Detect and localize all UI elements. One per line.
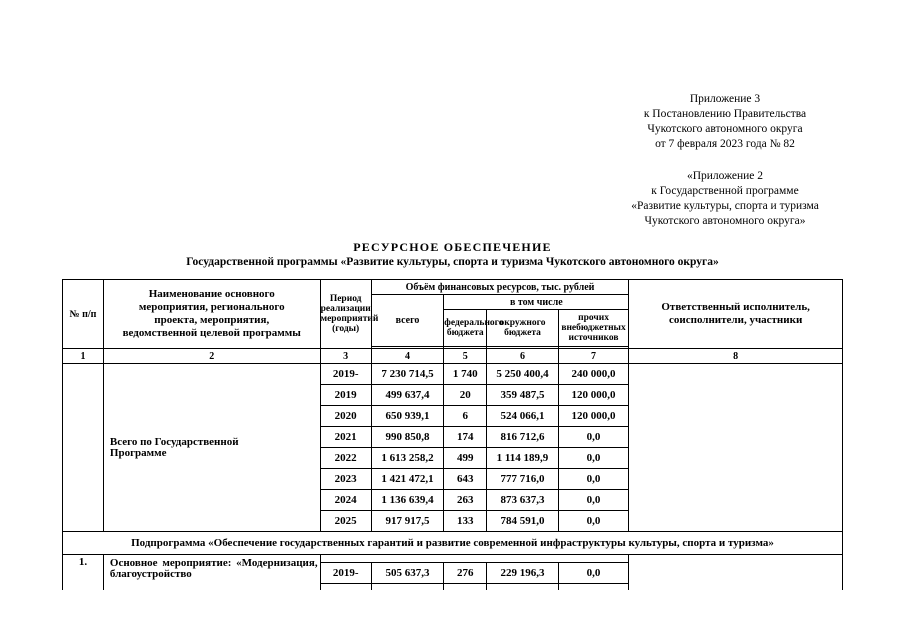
federal-cell: 20 [444,385,487,406]
header-okrug: окружного бюджета [487,310,559,347]
other-cell: 120 000,0 [558,385,629,406]
other-cell: 0,0 [558,511,629,532]
okrug-cell: 5 250 400,4 [487,364,559,385]
header-other: прочих внебюджетных источников [558,310,629,347]
period-cell: 2024 [320,490,371,511]
header-federal: федерального бюджета [444,310,487,347]
col-number: 3 [320,349,371,364]
okrug-cell: 524 066,1 [487,406,559,427]
annex-3-line4: от 7 февраля 2023 года № 82 [655,138,795,150]
period-cell: 2019- [320,563,371,584]
total-cell: 7 230 714,5 [371,364,444,385]
period-cell: 2019 [320,385,371,406]
other-cell: 0,0 [558,469,629,490]
okrug-cell: 229 196,3 [487,563,559,584]
other-cell: 0,0 [558,427,629,448]
header-responsible: Ответственный исполнитель, соисполнители, участники [629,280,843,349]
col-number: 4 [371,349,444,364]
table-row [63,364,843,385]
federal-cell: 133 [444,511,487,532]
okrug-cell: 1 114 189,9 [487,448,559,469]
header-num: № п/п [63,280,104,349]
period-cell: 2019- [320,364,371,385]
annex-3-line1: Приложение 3 [689,93,761,105]
federal-cell: 499 [444,448,487,469]
annex-2-line2: к Государственной программе [651,185,799,197]
header-volume: Объём финансовых ресурсов, тыс. рублей [371,280,629,295]
col-number: 7 [558,349,629,364]
annex-2-reference [615,169,835,229]
total-cell: 1 421 472,1 [371,469,444,490]
total-name: Всего по Государственной Программе [103,364,320,532]
okrug-cell: 359 487,5 [487,385,559,406]
period-cell: 2025 [320,511,371,532]
col-number: 8 [629,349,843,364]
other-cell: 0,0 [558,490,629,511]
subprogram-row [63,532,843,555]
event-num: 1. [63,555,104,605]
other-cell: 0,0 [558,448,629,469]
federal-cell: 6 [444,406,487,427]
okrug-cell: 784 591,0 [487,511,559,532]
other-cell: 240 000,0 [558,364,629,385]
okrug-cell: 873 637,3 [487,490,559,511]
federal-cell: 263 [444,490,487,511]
event-name: Основное мероприятие: «Модернизация, благоустройство [103,555,320,605]
period-cell: 2020 [320,406,371,427]
annex-3-line2: к Постановлению Правительства [643,108,807,120]
annex-2-line4: Чукотского автономного округа» [644,215,806,227]
federal-cell: 643 [444,469,487,490]
period-cell: 2021 [320,427,371,448]
annex-3-line3: Чукотского автономного округа [647,123,803,135]
total-cell: 990 850,8 [371,427,444,448]
page-cutoff [62,590,844,640]
total-num-cell [63,364,104,532]
period-cell: 2023 [320,469,371,490]
col-number: 2 [103,349,320,364]
total-cell: 650 939,1 [371,406,444,427]
total-cell: 1 136 639,4 [371,490,444,511]
okrug-cell: 816 712,6 [487,427,559,448]
annex-2-line1: «Приложение 2 [686,170,764,182]
document-title: РЕСУРСНОЕ ОБЕСПЕЧЕНИЕ [353,240,552,254]
document-subtitle: Государственной программы «Развитие культуры, спорта и туризма Чукотского автономного округа» [186,256,719,268]
period-cell: 2022 [320,448,371,469]
header-period: Период реализации мероприятий (годы) [320,280,371,349]
header-name: Наименование основного мероприятия, регионального проекта, мероприятия, ведомственной целевой программы [103,280,320,349]
annex-2-line3: «Развитие культуры, спорта и туризма [631,200,819,212]
total-cell: 505 637,3 [371,563,444,584]
col-number: 6 [487,349,559,364]
header-including: в том числе [444,295,629,310]
subprogram-title: Подпрограмма «Обеспечение государственных гарантий и развитие современной инфраструктуры культуры, спорта и туризма» [63,532,843,555]
federal-cell: 174 [444,427,487,448]
total-cell: 917 917,5 [371,511,444,532]
annex-3-reference [625,92,825,152]
resource-table [62,279,843,605]
total-cell: 499 637,4 [371,385,444,406]
column-numbers-row [63,349,843,364]
other-cell: 120 000,0 [558,406,629,427]
header-total: всего [371,295,444,347]
responsible-cell [629,364,843,532]
federal-cell: 1 740 [444,364,487,385]
col-number: 1 [63,349,104,364]
federal-cell: 276 [444,563,487,584]
okrug-cell: 777 716,0 [487,469,559,490]
other-cell: 0,0 [558,563,629,584]
total-cell: 1 613 258,2 [371,448,444,469]
col-number: 5 [444,349,487,364]
